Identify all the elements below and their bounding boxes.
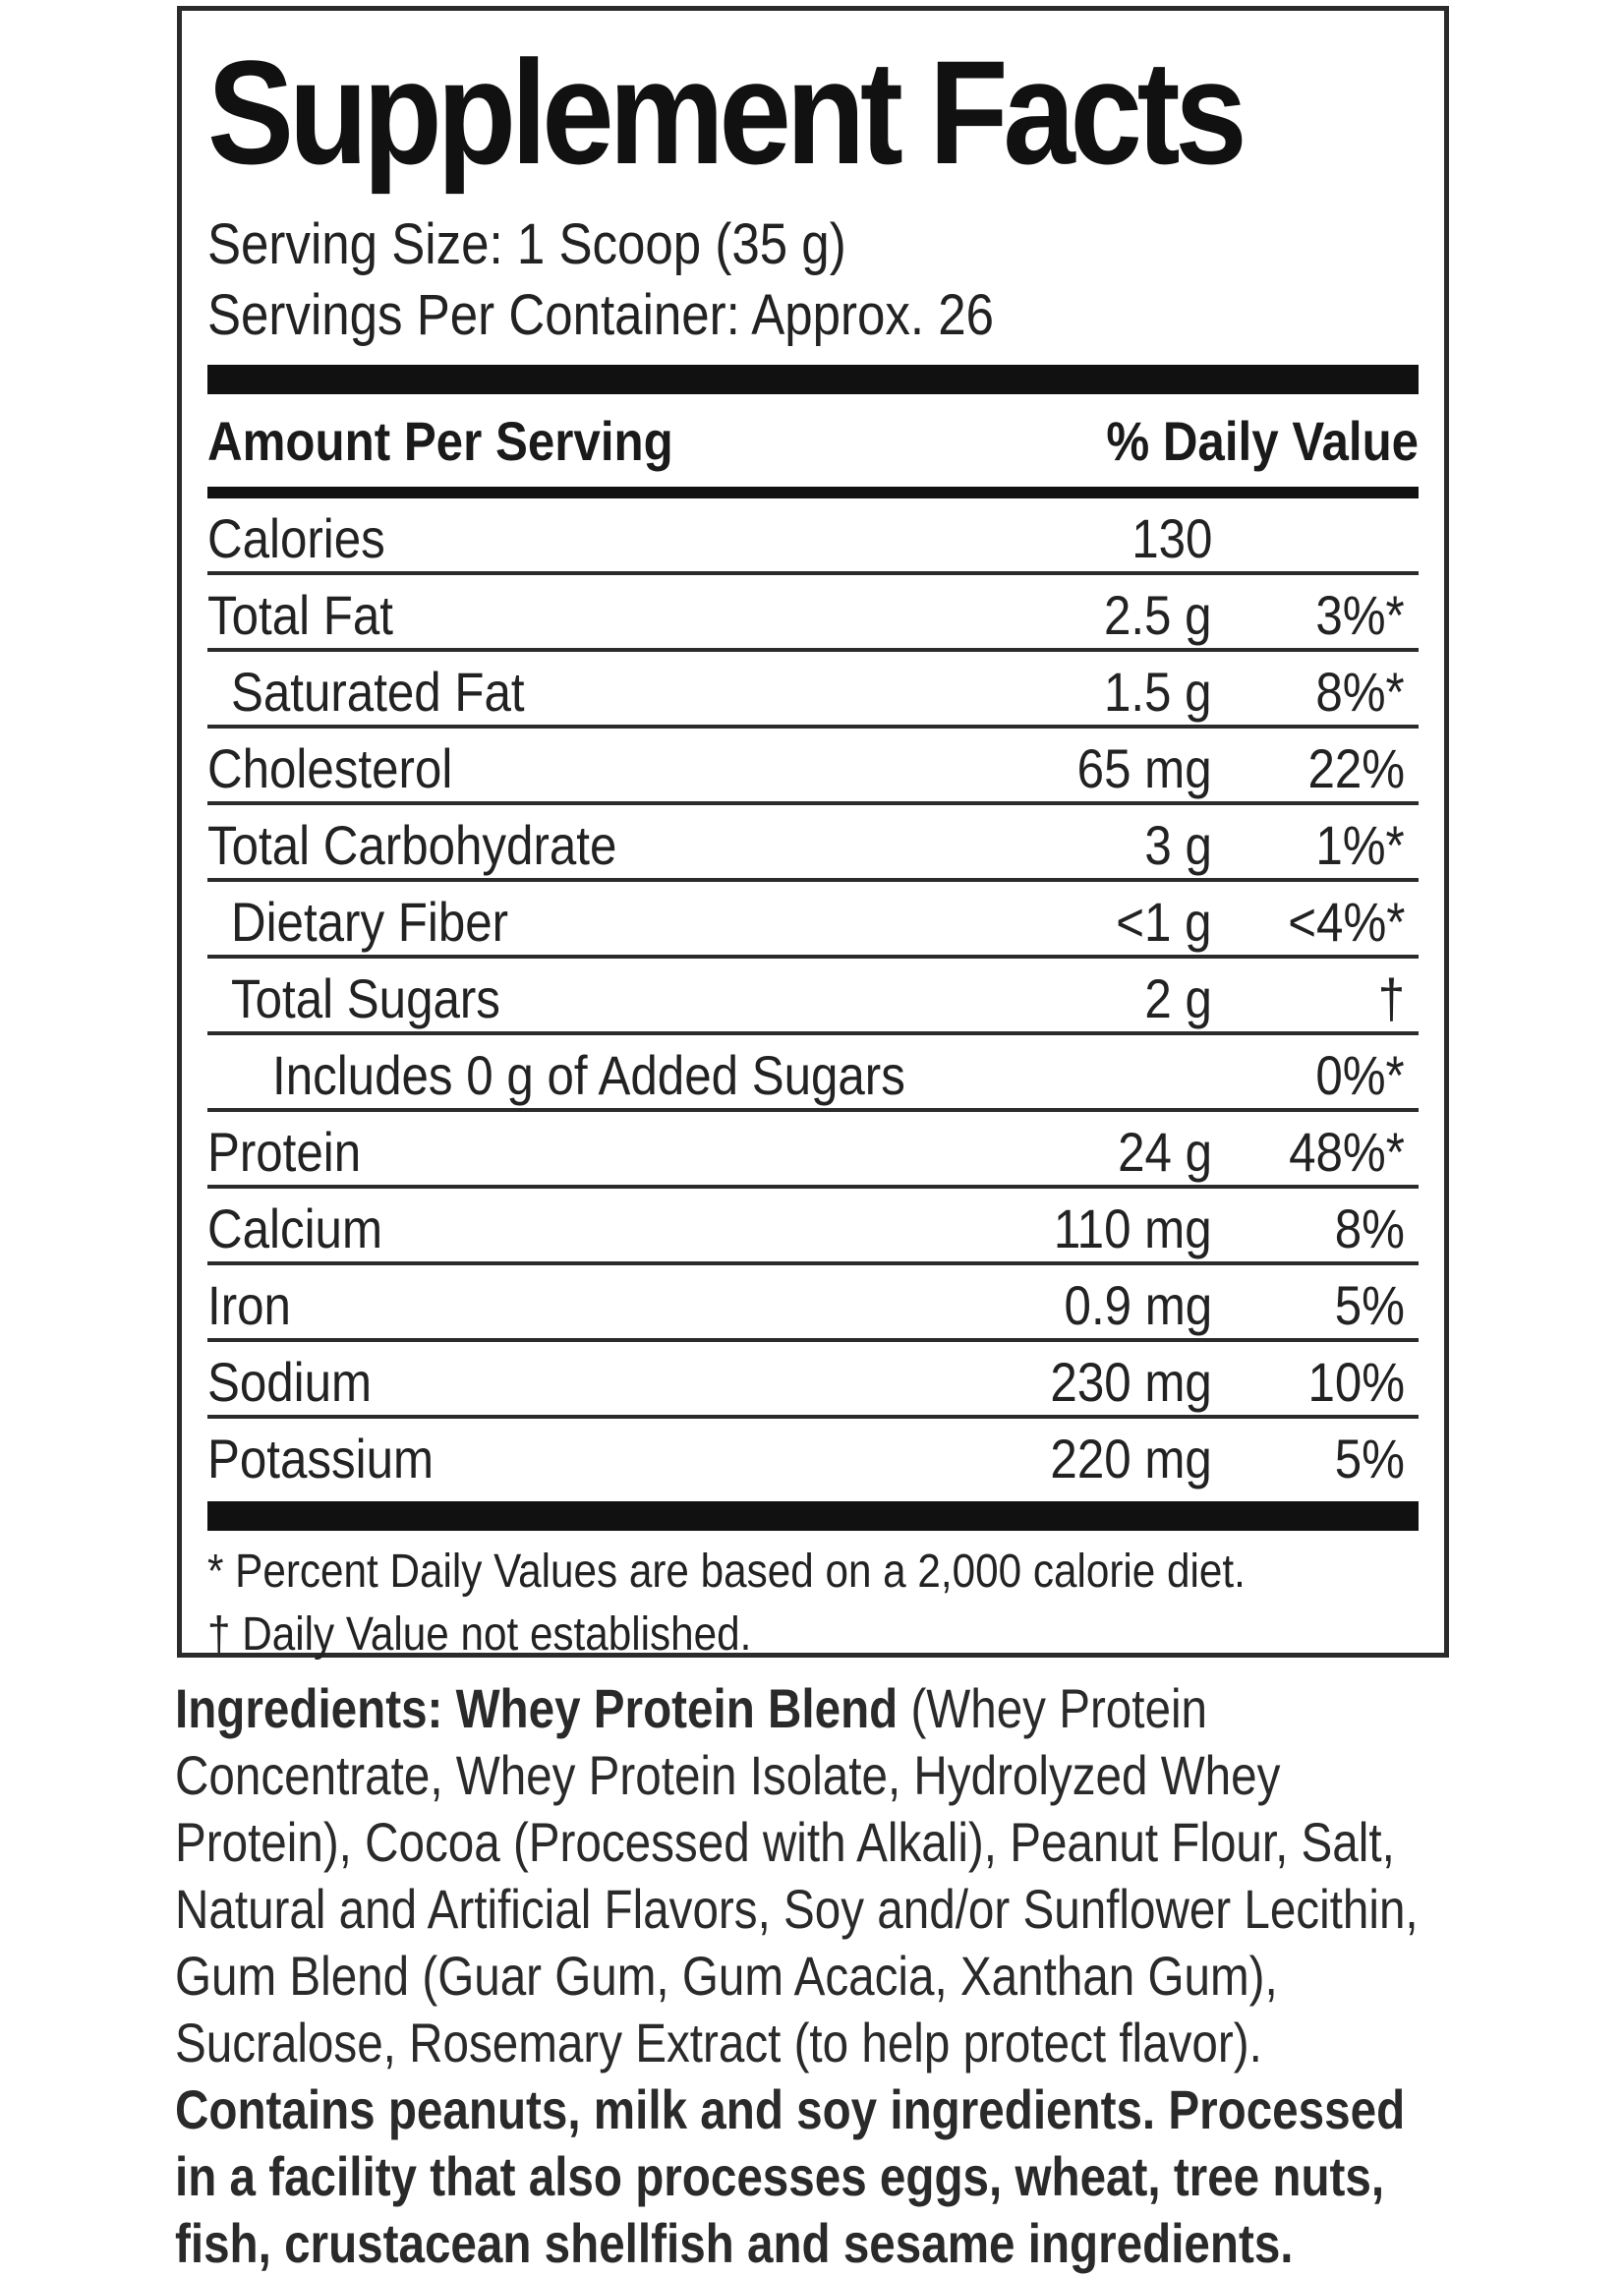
nutrient-dv: 5% xyxy=(1334,1428,1405,1489)
supplement-facts-panel xyxy=(177,6,1449,1661)
nutrient-amount: 130 xyxy=(1131,507,1212,569)
nutrient-dv: 22% xyxy=(1307,737,1405,799)
percent-dv-footnote: * Percent Daily Values are based on a 2,000 calorie diet. xyxy=(207,1546,1246,1598)
ingredients-line: Protein), Cocoa (Processed with Alkali), Peanut Flour, Salt, xyxy=(175,1811,1395,1873)
ingredients-line: Sucralose, Rosemary Extract (to help protect flavor). xyxy=(175,2012,1262,2073)
nutrient-name: Dietary Fiber xyxy=(231,891,509,953)
nutrient-amount: 24 g xyxy=(1118,1121,1212,1183)
nutrient-name: Includes 0 g of Added Sugars xyxy=(272,1044,905,1106)
nutrient-amount: 2 g xyxy=(1144,967,1212,1029)
nutrient-dv: 48%* xyxy=(1289,1121,1405,1183)
ingredients-statement xyxy=(175,1675,1492,2277)
panel-title: Supplement Facts xyxy=(207,29,1243,195)
nutrient-dv: 8% xyxy=(1334,1197,1405,1259)
nutrient-name: Total Sugars xyxy=(231,967,500,1029)
nutrient-name: Saturated Fat xyxy=(231,661,525,723)
nutrient-row-total-carbohydrate xyxy=(207,805,1419,882)
ingredients-text: (Whey Protein xyxy=(910,1677,1208,1739)
nutrient-name: Cholesterol xyxy=(207,737,453,799)
dv-not-established-footnote: † Daily Value not established. xyxy=(207,1608,752,1661)
nutrient-name: Sodium xyxy=(207,1351,373,1413)
allergen-statement-line: in a facility that also processes eggs, wheat, tree nuts, xyxy=(175,2145,1385,2207)
nutrient-dv: 1%* xyxy=(1315,814,1405,876)
serving-info xyxy=(207,209,1273,351)
nutrient-amount: 110 mg xyxy=(1054,1197,1212,1259)
nutrient-dv: 0%* xyxy=(1315,1044,1405,1106)
nutrient-row-added-sugars xyxy=(207,1035,1419,1112)
nutrient-name: Total Fat xyxy=(207,584,393,646)
nutrient-row-dietary-fiber xyxy=(207,882,1419,959)
thick-divider xyxy=(207,365,1419,394)
nutrient-name: Calories xyxy=(207,507,385,569)
allergen-statement-line: fish, crustacean shellfish and sesame ingredients. xyxy=(175,2212,1294,2274)
nutrient-dv: † xyxy=(1377,967,1405,1029)
nutrient-row-iron xyxy=(207,1265,1419,1342)
nutrient-name: Potassium xyxy=(207,1428,435,1489)
nutrient-amount: 65 mg xyxy=(1077,737,1212,799)
daily-value-heading: % Daily Value xyxy=(1106,409,1419,472)
ingredients-label: Ingredients: xyxy=(175,1677,443,1739)
ingredients-line: Concentrate, Whey Protein Isolate, Hydrolyzed Whey xyxy=(175,1744,1281,1806)
serving-size: Serving Size: 1 Scoop (35 g) xyxy=(207,212,846,276)
nutrient-amount: 230 mg xyxy=(1050,1351,1212,1413)
footnotes xyxy=(207,1541,1419,1666)
nutrient-row-cholesterol xyxy=(207,729,1419,805)
nutrient-name: Protein xyxy=(207,1121,362,1183)
nutrient-row-calcium xyxy=(207,1189,1419,1265)
nutrient-row-potassium xyxy=(207,1419,1419,1491)
bottom-divider xyxy=(207,1501,1419,1531)
servings-per-container: Servings Per Container: Approx. 26 xyxy=(207,283,995,347)
nutrient-name: Total Carbohydrate xyxy=(207,814,617,876)
nutrient-dv: 10% xyxy=(1307,1351,1405,1413)
nutrient-row-total-sugars xyxy=(207,959,1419,1035)
nutrient-row-saturated-fat xyxy=(207,652,1419,729)
nutrient-amount: 2.5 g xyxy=(1104,584,1212,646)
nutrient-amount: <1 g xyxy=(1116,891,1212,953)
ingredients-line: Gum Blend (Guar Gum, Gum Acacia, Xanthan Gum), xyxy=(175,1945,1278,2007)
nutrient-dv: <4%* xyxy=(1287,891,1405,953)
nutrient-row-sodium xyxy=(207,1342,1419,1419)
nutrient-table xyxy=(207,498,1419,1491)
nutrient-dv: 3%* xyxy=(1315,584,1405,646)
nutrient-row-total-fat xyxy=(207,575,1419,652)
nutrient-amount: 3 g xyxy=(1144,814,1212,876)
allergen-statement-line: Contains peanuts, milk and soy ingredients. Processed xyxy=(175,2078,1406,2140)
column-header-row xyxy=(207,394,1419,487)
nutrient-amount: 1.5 g xyxy=(1104,661,1212,723)
amount-per-serving-heading: Amount Per Serving xyxy=(207,409,673,472)
header-divider xyxy=(207,487,1419,498)
ingredients-line: Natural and Artificial Flavors, Soy and/or Sunflower Lecithin, xyxy=(175,1878,1419,1940)
nutrient-dv: 5% xyxy=(1334,1274,1405,1336)
nutrient-row-calories xyxy=(207,498,1419,575)
nutrient-dv: 8%* xyxy=(1315,661,1405,723)
nutrient-name: Calcium xyxy=(207,1197,382,1259)
ingredients-line xyxy=(175,1675,1295,1742)
protein-blend-name: Whey Protein Blend xyxy=(455,1677,899,1739)
nutrient-name: Iron xyxy=(207,1274,291,1336)
nutrient-row-protein xyxy=(207,1112,1419,1189)
nutrient-amount: 0.9 mg xyxy=(1064,1274,1212,1336)
nutrient-amount: 220 mg xyxy=(1050,1428,1212,1489)
